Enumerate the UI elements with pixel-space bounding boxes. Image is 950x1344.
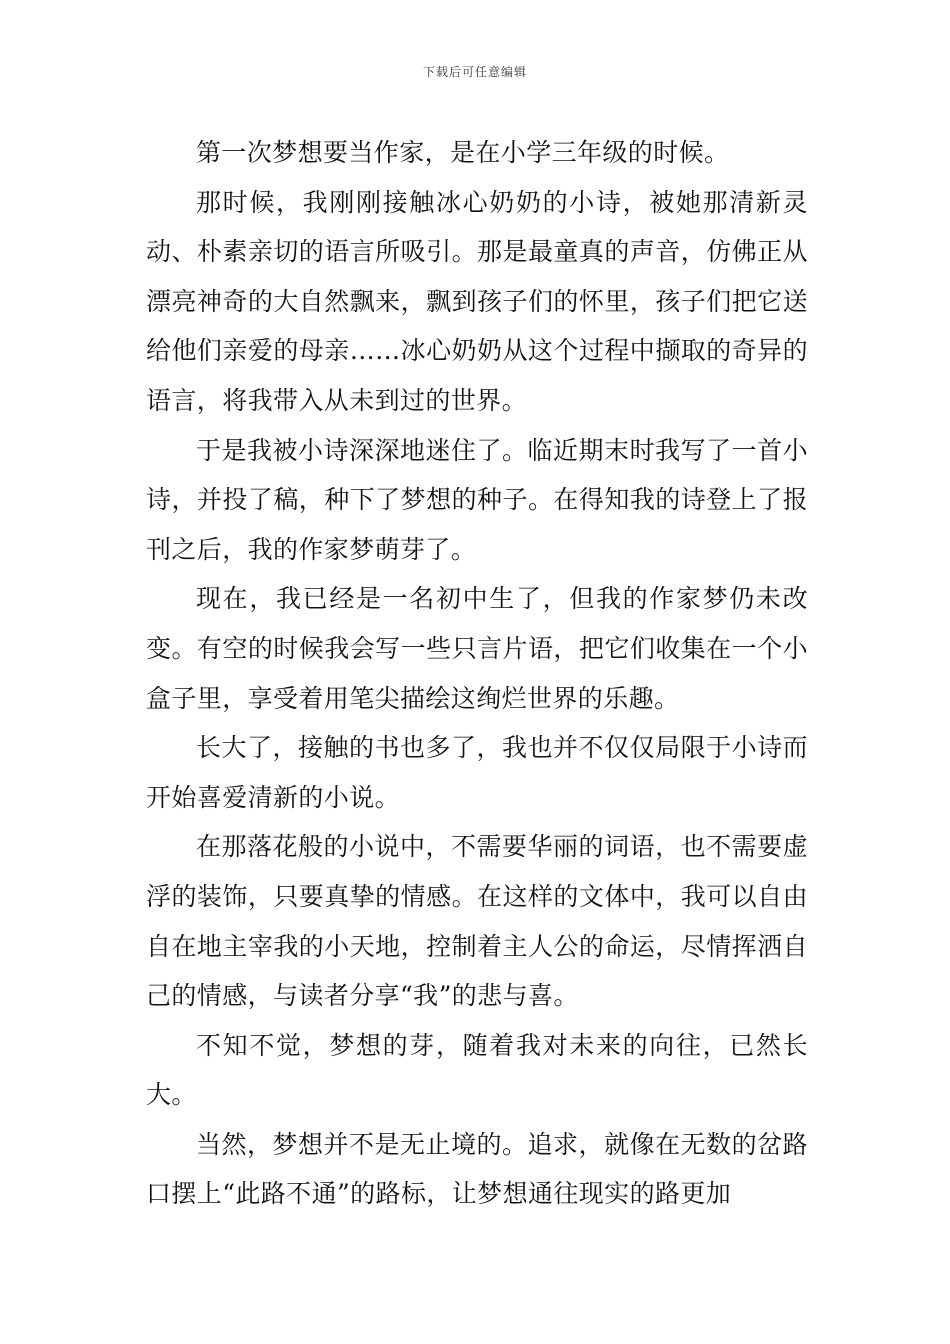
paragraph: 不知不觉，梦想的芽，随着我对未来的向往，已然长大。 xyxy=(146,1030,808,1110)
paragraph: 当然，梦想并不是无止境的。追求，就像在无数的岔路口摆上“此路不通”的路标，让梦想通往现实的路更加 xyxy=(146,1129,808,1209)
paragraph: 第一次梦想要当作家，是在小学三年级的时候。 xyxy=(196,138,730,167)
page-header: 下载后可任意编辑 xyxy=(422,65,527,79)
paragraph: 在那落花般的小说中，不需要华丽的词语，也不需要虚浮的装饰，只要真挚的情感。在这样的文体中，我可以自由自在地主宰我的小天地，控制着主人公的命运，尽情挥洒自己的情感，与读者分享“我”的悲与喜。 xyxy=(146,832,808,1011)
paragraph: 于是我被小诗深深地迷住了。临近期末时我写了一首小诗，并投了稿，种下了梦想的种子。在得知我的诗登上了报刊之后，我的作家梦萌芽了。 xyxy=(146,435,808,564)
paragraph: 长大了，接触的书也多了，我也并不仅仅局限于小诗而开始喜爱清新的小说。 xyxy=(146,733,808,812)
document-body xyxy=(146,128,808,1219)
paragraph: 现在，我已经是一名初中生了，但我的作家梦仍未改变。有空的时候我会写一些只言片语，把它们收集在一个小盒子里，享受着用笔尖描绘这绚烂世界的乐趣。 xyxy=(146,584,808,713)
paragraph: 那时候，我刚刚接触冰心奶奶的小诗，被她那清新灵动、朴素亲切的语言所吸引。那是最童真的声音，仿佛正从漂亮神奇的大自然飘来，飘到孩子们的怀里，孩子们把它送给他们亲爱的母亲……冰心奶奶从这个过程中撷取的奇异的语言，将我带入从未到过的世界。 xyxy=(146,187,808,415)
